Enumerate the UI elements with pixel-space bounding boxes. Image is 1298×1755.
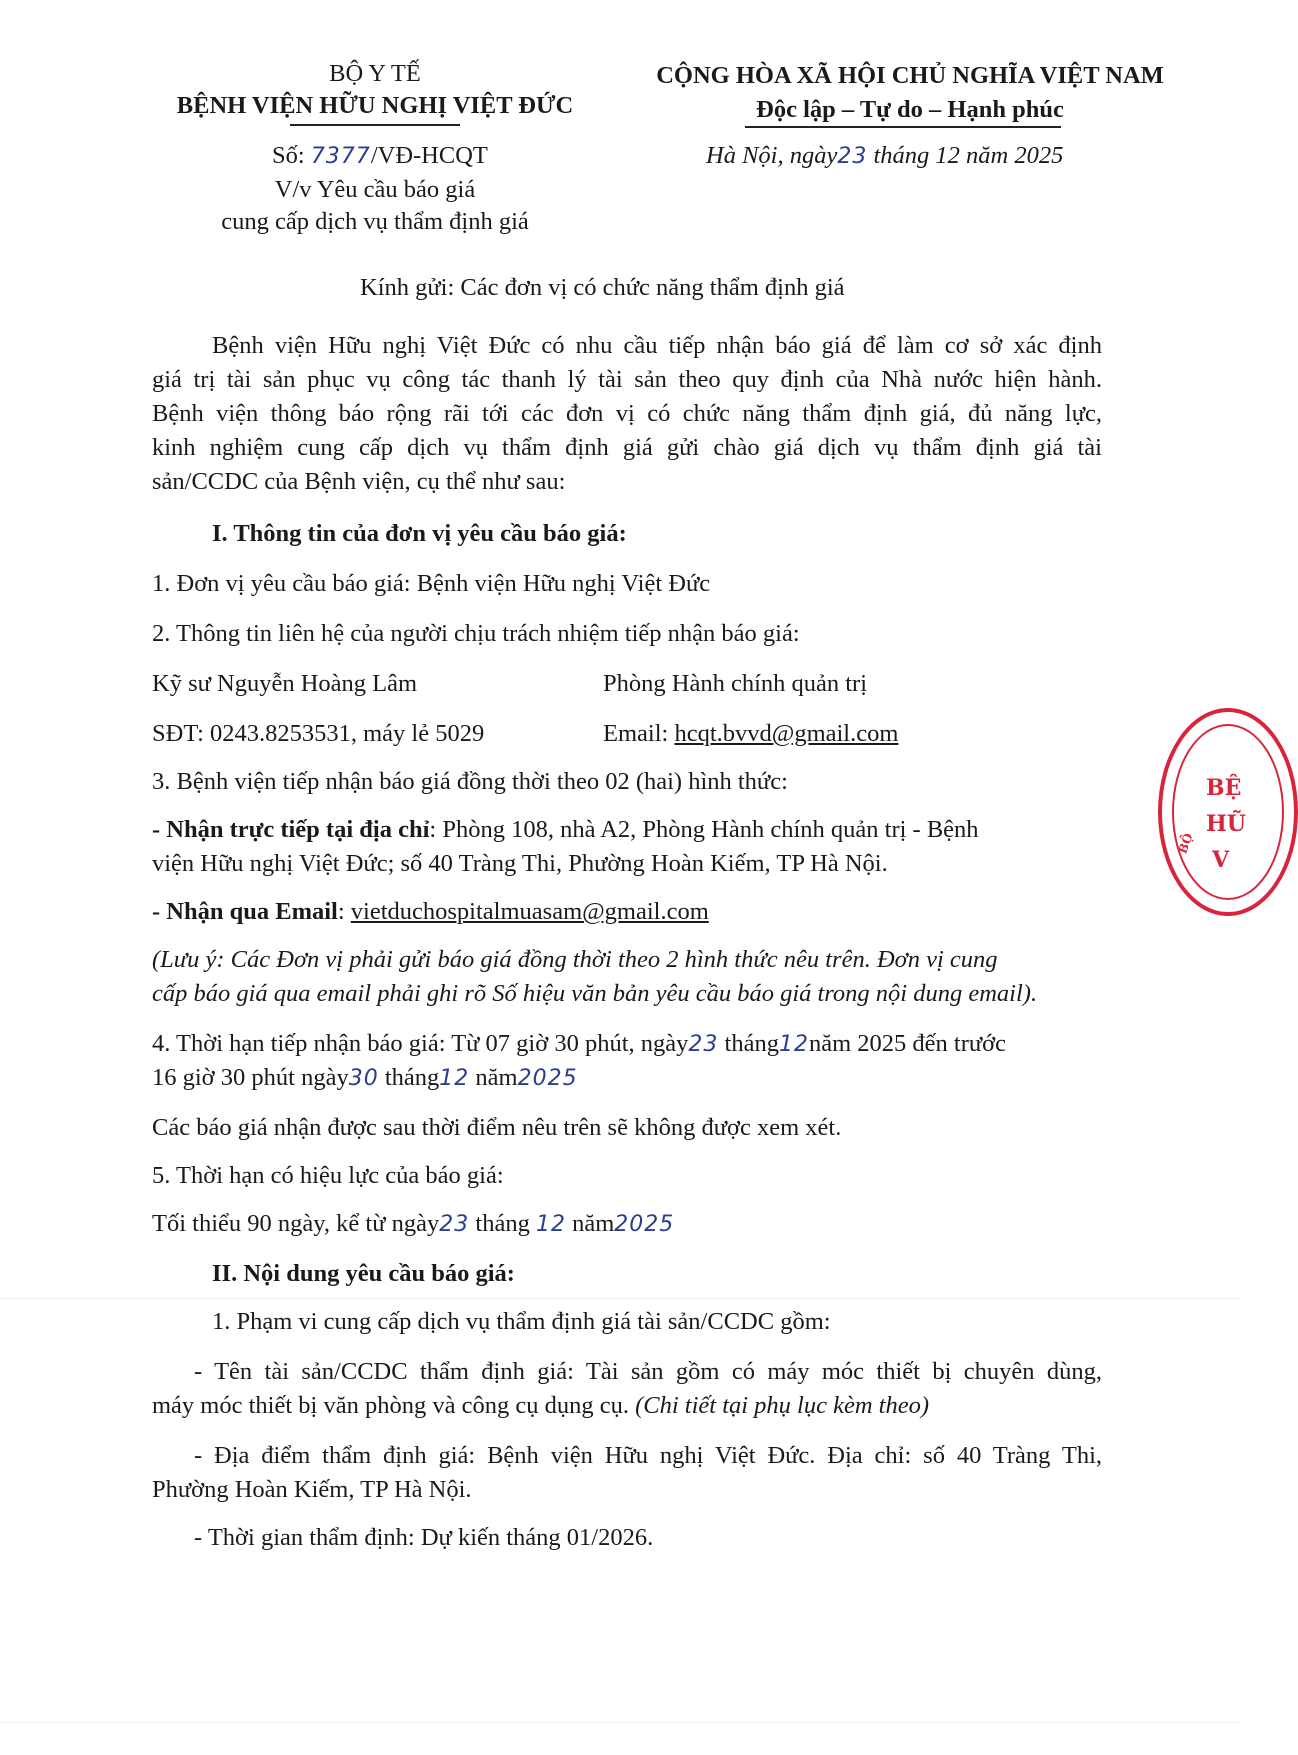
item5-day-handwritten: 23 — [439, 1212, 470, 1237]
place-line-1: - Địa điểm thẩm định giá: Bệnh viện Hữu nghị Việt Đức. Địa chỉ: số 40 Tràng Thi, — [194, 1442, 1102, 1469]
appraisal-time: - Thời gian thẩm định: Dự kiến tháng 01/2026. — [194, 1524, 654, 1551]
section-2-title: II. Nội dung yêu cầu báo giá: — [212, 1260, 515, 1287]
item4-note: Các báo giá nhận được sau thời điểm nêu trên sẽ không được xem xét. — [152, 1114, 842, 1141]
item5-month-handwritten: 12 — [535, 1212, 566, 1237]
item4-text-c: năm 2025 đến trước — [808, 1030, 1006, 1057]
issue-date — [706, 140, 1063, 172]
intro-line-4: kinh nghiệm cung cấp dịch vụ thẩm định giá gửi chào giá dịch vụ thẩm định giá tài — [152, 434, 1102, 461]
date-day-handwritten: 23 — [837, 144, 868, 169]
note-line-1: (Lưu ý: Các Đơn vị phải gửi báo giá đồng thời theo 2 hình thức nêu trên. Đơn vị cung — [152, 946, 998, 973]
item5-validity — [152, 1208, 674, 1240]
intro-line-3: Bệnh viện thông báo rộng rãi tới các đơn vị có chức năng thẩm định giá, đủ năng lực, — [152, 400, 1102, 427]
asset-line-2-appendix: (Chi tiết tại phụ lục kèm theo) — [635, 1392, 930, 1419]
item4-text-f: năm — [475, 1064, 518, 1091]
section-1-item-4-line-2 — [152, 1062, 578, 1094]
document-number — [272, 140, 488, 172]
seal-text-1: BỆ — [1206, 775, 1242, 801]
direct-submission-text: : Phòng 108, nhà A2, Phòng Hành chính quản trị - Bệnh — [429, 816, 979, 843]
section-1-item-4-line-1 — [152, 1028, 1006, 1060]
date-suffix: tháng 12 năm 2025 — [873, 142, 1064, 169]
contact-email-row — [603, 718, 898, 750]
section-1-item-2: 2. Thông tin liên hệ của người chịu trách nhiệm tiếp nhận báo giá: — [152, 620, 800, 647]
contact-email-link[interactable]: hcqt.bvvd@gmail.com — [674, 720, 899, 747]
ministry-name: BỘ Y TẾ — [329, 60, 421, 87]
number-prefix: Số: — [272, 142, 305, 169]
scan-line-bottom — [0, 1722, 1241, 1723]
intro-line-1: Bệnh viện Hữu nghị Việt Đức có nhu cầu tiếp nhận báo giá để làm cơ sở xác định — [212, 332, 1102, 359]
subject-line-2: cung cấp dịch vụ thẩm định giá — [221, 208, 529, 235]
item5-year-handwritten: 2025 — [614, 1212, 675, 1237]
intro-line-5: sản/CCDC của Bệnh viện, cụ thể như sau: — [152, 468, 566, 495]
place-line-2: Phường Hoàn Kiếm, TP Hà Nội. — [152, 1476, 472, 1503]
country-name: CỘNG HÒA XÃ HỘI CHỦ NGHĨA VIỆT NAM — [656, 62, 1164, 89]
email-submission-link[interactable]: vietduchospitalmuasam@gmail.com — [350, 898, 709, 925]
seal-text-4: BỘ — [1175, 831, 1196, 856]
seal-text-3: V — [1212, 847, 1230, 873]
number-suffix: /VĐ-HCQT — [370, 142, 488, 169]
section-1-item-3: 3. Bệnh viện tiếp nhận báo giá đồng thời theo 02 (hai) hình thức: — [152, 768, 788, 795]
contact-department: Phòng Hành chính quản trị — [603, 670, 868, 697]
item4-text-a: 4. Thời hạn tiếp nhận báo giá: Từ 07 giờ 30 phút, ngày — [152, 1030, 689, 1057]
hospital-name: BỆNH VIỆN HỮU NGHỊ VIỆT ĐỨC — [176, 92, 574, 119]
contact-name: Kỹ sư Nguyễn Hoàng Lâm — [152, 670, 418, 697]
header-left-rule — [290, 124, 460, 126]
motto: Độc lập – Tự do – Hạnh phúc — [756, 96, 1064, 123]
subject-line-1: V/v Yêu cầu báo giá — [274, 176, 476, 203]
email-submission-colon: : — [337, 898, 351, 925]
item4-year2-handwritten: 2025 — [517, 1066, 578, 1091]
item4-day-handwritten: 23 — [688, 1032, 719, 1057]
email-submission-label: - Nhận qua Email — [152, 898, 338, 925]
email-submission-row — [152, 896, 709, 928]
direct-submission-line-2: viện Hữu nghị Việt Đức; số 40 Tràng Thi, Phường Hoàn Kiếm, TP Hà Nội. — [152, 850, 888, 877]
section-1-title: I. Thông tin của đơn vị yêu cầu báo giá: — [212, 520, 627, 547]
item5-text-c: năm — [572, 1210, 615, 1237]
seal-text-2: HŨ — [1206, 811, 1246, 837]
scan-line — [0, 1298, 1241, 1299]
section-2-item-1: 1. Phạm vi cung cấp dịch vụ thẩm định giá tài sản/CCDC gồm: — [212, 1308, 831, 1335]
note-line-2: cấp báo giá qua email phải ghi rõ Số hiệu văn bản yêu cầu báo giá trong nội dung email). — [152, 980, 1038, 1007]
item4-text-d: 16 giờ 30 phút ngày — [152, 1064, 349, 1091]
asset-line-2-text: máy móc thiết bị văn phòng và công cụ dụng cụ. — [152, 1392, 636, 1419]
number-handwritten: 7377 — [310, 144, 371, 169]
section-1-item-1: 1. Đơn vị yêu cầu báo giá: Bệnh viện Hữu nghị Việt Đức — [152, 570, 711, 597]
contact-phone: SĐT: 0243.8253531, máy lẻ 5029 — [152, 720, 485, 747]
item4-text-b: tháng — [724, 1030, 779, 1057]
item5-text-a: Tối thiểu 90 ngày, kể từ ngày — [152, 1210, 440, 1237]
contact-email-label: Email: — [603, 720, 675, 747]
item4-month2-handwritten: 12 — [439, 1066, 470, 1091]
section-1-item-5: 5. Thời hạn có hiệu lực của báo giá: — [152, 1162, 504, 1189]
direct-submission-label: - Nhận trực tiếp tại địa chỉ — [152, 816, 430, 843]
item5-text-b: tháng — [475, 1210, 530, 1237]
asset-line-2 — [152, 1390, 929, 1422]
asset-line-1: - Tên tài sản/CCDC thẩm định giá: Tài sản gồm có máy móc thiết bị chuyên dùng, — [194, 1358, 1102, 1385]
item4-text-e: tháng — [384, 1064, 440, 1091]
date-prefix: Hà Nội, ngày — [706, 142, 838, 169]
header-right-rule — [745, 126, 1061, 128]
greeting: Kính gửi: Các đơn vị có chức năng thẩm định giá — [360, 274, 845, 301]
intro-line-2: giá trị tài sản phục vụ công tác thanh lý tài sản theo quy định của Nhà nước hiện hành. — [152, 366, 1102, 393]
item4-month-handwritten: 12 — [778, 1032, 809, 1057]
item4-day2-handwritten: 30 — [348, 1066, 379, 1091]
direct-submission-line-1 — [152, 814, 979, 846]
